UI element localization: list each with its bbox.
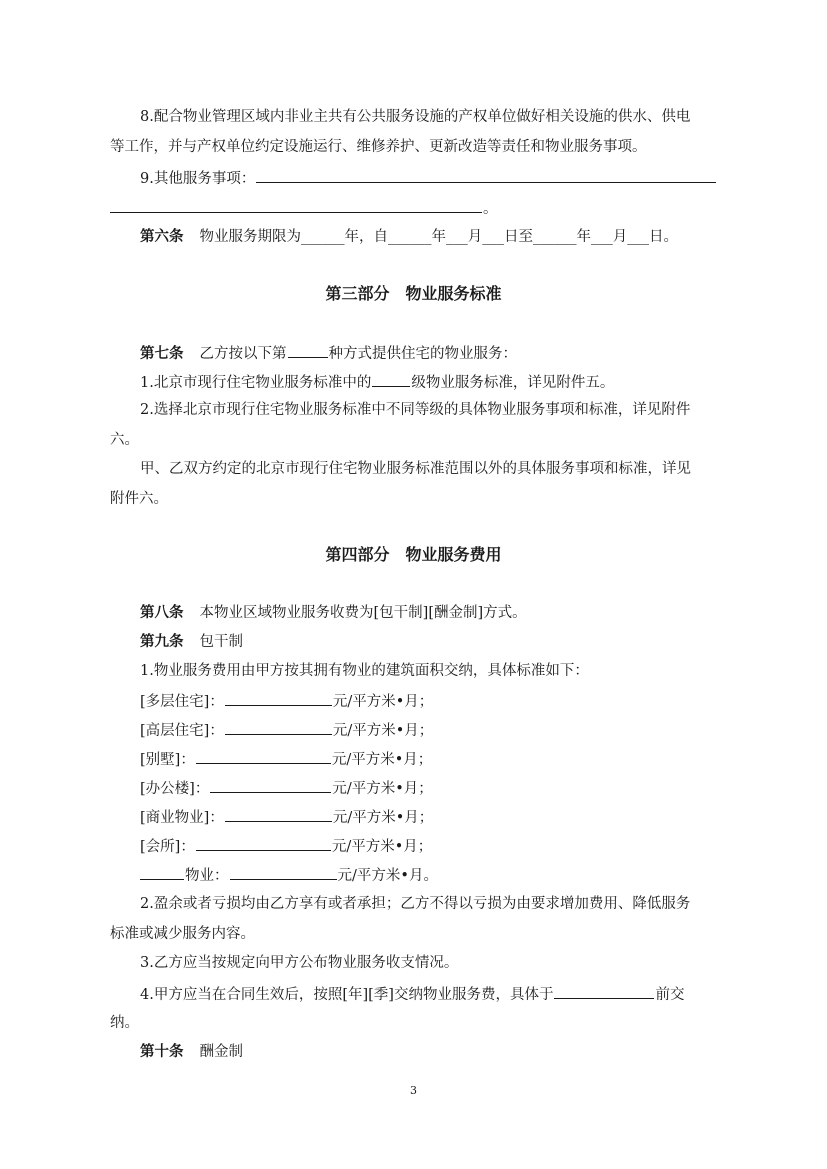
standard-2-line1: 2.选择北京市现行住宅物业服务标准中不同等级的具体物业服务事项和标准，详见附件	[140, 402, 691, 418]
service-item-9-cont	[110, 197, 720, 219]
blank-other-services	[256, 167, 716, 183]
standard-3-line1: 甲、乙双方约定的北京市现行住宅物业服务标准范围以外的具体服务事项和标准，详见	[140, 461, 691, 477]
article-8	[140, 603, 750, 623]
fee-clause-3: 3.乙方应当按规定向甲方公布物业服务收支情况。	[140, 955, 459, 971]
fee-row	[140, 777, 750, 799]
fee-unit: 元/平方米•月。	[337, 868, 438, 884]
blank-fee-villa	[196, 748, 331, 764]
fee-unit: 元/平方米•月；	[332, 723, 434, 739]
fee-label-clubhouse: [会所]：	[140, 839, 195, 855]
service-item-9-label: 9.其他服务事项：	[140, 171, 256, 187]
article-9-label: 第九条	[140, 633, 184, 650]
article-8-label: 第八条	[140, 604, 184, 621]
article-7	[140, 342, 750, 364]
standard-2-line2: 六。	[110, 432, 139, 448]
fee-row	[140, 864, 750, 886]
service-item-8-line2: 等工作，并与产权单位约定设施运行、维修养护、更新改造等责任和物业服务事项。	[110, 139, 647, 155]
fee-clause-2-line1: 2.盈余或者亏损均由乙方享有或者承担；乙方不得以亏损为由要求增加费用、降低服务	[140, 896, 691, 912]
blank-fee-office	[210, 777, 331, 793]
article-9	[140, 632, 750, 652]
fee-row	[140, 748, 750, 770]
article-7-text-a: 乙方按以下第	[199, 346, 287, 362]
fee-clause-1: 1.物业服务费用由甲方按其拥有物业的建筑面积交纳，具体标准如下：	[140, 663, 589, 679]
fee-clause-4-line2: 纳。	[110, 1015, 139, 1031]
fee-unit: 元/平方米•月；	[331, 752, 433, 768]
article-8-text: 本物业区域物业服务收费为[包干制][酬金制]方式。	[199, 605, 527, 621]
standard-1-text-b: 级物业服务标准，详见附件五。	[411, 375, 615, 391]
fee-clause-4	[140, 983, 750, 1005]
article-6	[140, 227, 750, 247]
page-number: 3	[410, 1084, 417, 1097]
blank-property-type	[140, 864, 184, 880]
article-10	[140, 1042, 750, 1062]
blank-fee-clubhouse	[196, 835, 331, 851]
article-9-text: 包干制	[199, 634, 243, 650]
blank-fee-multi-storey	[225, 690, 332, 706]
fee-clause-4-text-a: 4.甲方应当在合同生效后，按照[年][季]交纳物业服务费，具体于	[140, 987, 554, 1003]
article-6-label: 第六条	[140, 228, 184, 245]
fee-clause-2-line2: 标准或减少服务内容。	[110, 926, 255, 942]
article-6-text: 物业服务期限为______年，自______年___月___日至______年___月___日。	[199, 229, 678, 245]
standard-3-line2: 附件六。	[110, 491, 168, 507]
blank-fee-high-rise	[225, 719, 332, 735]
fee-label-villa: [别墅]：	[140, 752, 195, 768]
blank-service-level	[372, 371, 410, 387]
part-4-title: 第四部分 物业服务费用	[325, 545, 502, 564]
fee-row	[140, 690, 750, 712]
fee-row	[140, 806, 750, 828]
article-7-text-b: 种方式提供住宅的物业服务：	[328, 346, 517, 362]
blank-other-services-2	[110, 197, 482, 213]
fee-label-multi-storey: [多层住宅]：	[140, 694, 224, 710]
fee-row	[140, 835, 750, 857]
service-item-8-line1: 8.配合物业管理区域内非业主共有公共服务设施的产权单位做好相关设施的供水、供电	[140, 109, 691, 125]
fee-clause-4-text-b: 前交	[655, 987, 685, 1003]
service-item-9-end: 。	[483, 201, 498, 217]
fee-label-high-rise: [高层住宅]：	[140, 723, 224, 739]
fee-unit: 元/平方米•月；	[332, 781, 433, 797]
article-10-label: 第十条	[140, 1043, 184, 1060]
blank-option-number	[288, 342, 328, 358]
part-3-title: 第三部分 物业服务标准	[325, 284, 502, 303]
service-item-9	[140, 167, 750, 189]
article-7-label: 第七条	[140, 345, 184, 362]
standard-1	[140, 371, 750, 393]
blank-payment-date	[554, 983, 654, 999]
fee-label-office: [办公楼]：	[140, 781, 210, 797]
fee-unit: 元/平方米•月；	[331, 839, 433, 855]
fee-unit: 元/平方米•月；	[332, 810, 434, 826]
fee-label-commercial: [商业物业]：	[140, 810, 224, 826]
fee-row	[140, 719, 750, 741]
fee-label-other-property: 物业：	[185, 868, 229, 884]
article-10-text: 酬金制	[199, 1044, 243, 1060]
fee-unit: 元/平方米•月；	[332, 694, 434, 710]
standard-1-text-a: 1.北京市现行住宅物业服务标准中的	[140, 375, 372, 391]
blank-fee-other	[230, 864, 337, 880]
blank-fee-commercial	[225, 806, 332, 822]
